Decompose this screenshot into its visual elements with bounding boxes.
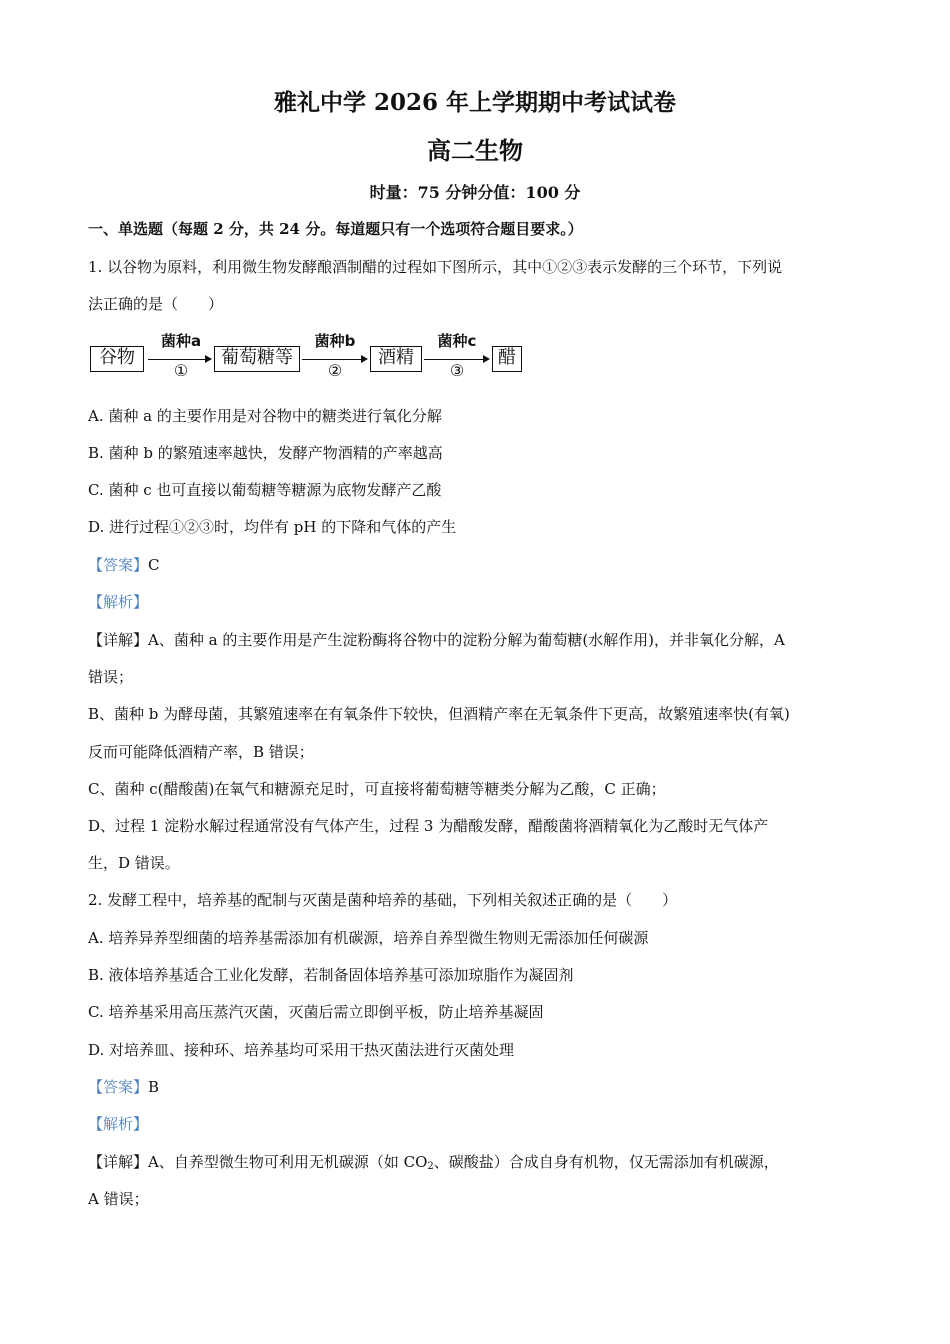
diagram-step-1: ① xyxy=(173,361,189,380)
q1-analysis-tag: 【解析】 xyxy=(88,593,149,611)
q1-answer xyxy=(88,554,878,576)
time-score-info: 时量：75 分钟分值：100 分 xyxy=(369,183,581,202)
q1-option-b: B. 菌种 b 的繁殖速率越快，发酵产物酒精的产率越高 xyxy=(88,444,443,462)
q1-detail-line4: 反而可能降低酒精产率，B 错误； xyxy=(88,743,314,761)
detail-text-a: A、自养型微生物可利用无机碳源（如 CO xyxy=(148,1153,428,1171)
diagram-box-alcohol: 酒精 xyxy=(370,346,422,372)
q2-stem: 2. 发酵工程中，培养基的配制与灭菌是菌种培养的基础，下列相关叙述正确的是（ ） xyxy=(88,891,678,909)
subject-title: 高二生物 xyxy=(427,136,523,165)
q1-stem-line1: 1. 以谷物为原料，利用微生物发酵酿酒制醋的过程如下图所示，其中①②③表示发酵的三个环节，下列说 xyxy=(88,258,783,276)
detail-tag: 【详解】 xyxy=(88,631,149,649)
co2-subscript: 2 xyxy=(427,1161,434,1172)
detail-text-b: 、碳酸盐）合成自身有机物，仅无需添加有机碳源， xyxy=(433,1153,779,1171)
detail-tag: 【详解】 xyxy=(88,1153,149,1171)
diagram-label-strain-c: 菌种c xyxy=(437,332,477,350)
section-heading: 一、单选题（每题 2 分，共 24 分。每道题只有一个选项符合题目要求。） xyxy=(88,220,583,238)
q1-option-c: C. 菌种 c 也可直接以葡萄糖等糖源为底物发酵产乙酸 xyxy=(88,481,442,499)
q2-option-a: A. 培养异养型细菌的培养基需添加有机碳源，培养自养型微生物则无需添加任何碳源 xyxy=(88,929,649,947)
diagram-label-strain-b: 菌种b xyxy=(314,332,356,350)
diagram-arrow-1 xyxy=(148,359,210,360)
q1-detail-line6: D、过程 1 淀粉水解过程通常没有气体产生，过程 3 为醋酸发酵，醋酸菌将酒精氧化为乙酸时无气体产 xyxy=(88,817,769,835)
school-exam-title: 雅礼中学 2026 年上学期期中考试试卷 xyxy=(273,89,677,116)
q2-option-b: B. 液体培养基适合工业化发酵，若制备固体培养基可添加琼脂作为凝固剂 xyxy=(88,966,574,984)
diagram-arrow-2 xyxy=(302,359,366,360)
diagram-step-3: ③ xyxy=(449,361,465,380)
q1-detail-line7: 生，D 错误。 xyxy=(88,854,180,872)
q2-detail-line2: A 错误； xyxy=(88,1190,149,1208)
diagram-label-strain-a: 菌种a xyxy=(160,332,202,350)
q1-option-a: A. 菌种 a 的主要作用是对谷物中的糖类进行氧化分解 xyxy=(88,407,442,425)
fermentation-flow-diagram xyxy=(88,330,528,382)
answer-tag: 【答案】 xyxy=(88,1078,149,1096)
q2-option-d: D. 对培养皿、接种环、培养基均可采用干热灭菌法进行灭菌处理 xyxy=(88,1041,515,1059)
q1-option-d: D. 进行过程①②③时，均伴有 pH 的下降和气体的产生 xyxy=(88,518,457,536)
diagram-box-grain: 谷物 xyxy=(90,346,144,372)
q1-detail-line5: C、菌种 c(醋酸菌)在氧气和糖源充足时，可直接将葡萄糖等糖类分解为乙酸，C 正确； xyxy=(88,780,666,798)
q2-answer xyxy=(88,1076,878,1098)
q1-detail-line3: B、菌种 b 为酵母菌，其繁殖速率在有氧条件下较快，但酒精产率在无氧条件下更高，故繁殖速率快(有氧) xyxy=(88,705,790,723)
q2-detail-line1 xyxy=(88,1151,878,1178)
diagram-box-glucose: 葡萄糖等 xyxy=(214,346,300,372)
diagram-step-2: ② xyxy=(327,361,343,380)
answer-tag: 【答案】 xyxy=(88,556,149,574)
diagram-box-vinegar: 醋 xyxy=(492,346,522,372)
answer-value: B xyxy=(148,1078,160,1096)
diagram-arrow-3 xyxy=(424,359,488,360)
answer-value: C xyxy=(148,556,160,574)
q1-detail-line2: 错误； xyxy=(88,668,134,686)
q2-option-c: C. 培养基采用高压蒸汽灭菌，灭菌后需立即倒平板，防止培养基凝固 xyxy=(88,1003,544,1021)
q1-detail-line1 xyxy=(88,629,878,651)
q2-analysis-tag: 【解析】 xyxy=(88,1115,149,1133)
detail-text: A、菌种 a 的主要作用是产生淀粉酶将谷物中的淀粉分解为葡萄糖(水解作用)，并非氧化分解，A xyxy=(148,631,785,649)
q1-stem-line2: 法正确的是（ ） xyxy=(88,295,224,313)
